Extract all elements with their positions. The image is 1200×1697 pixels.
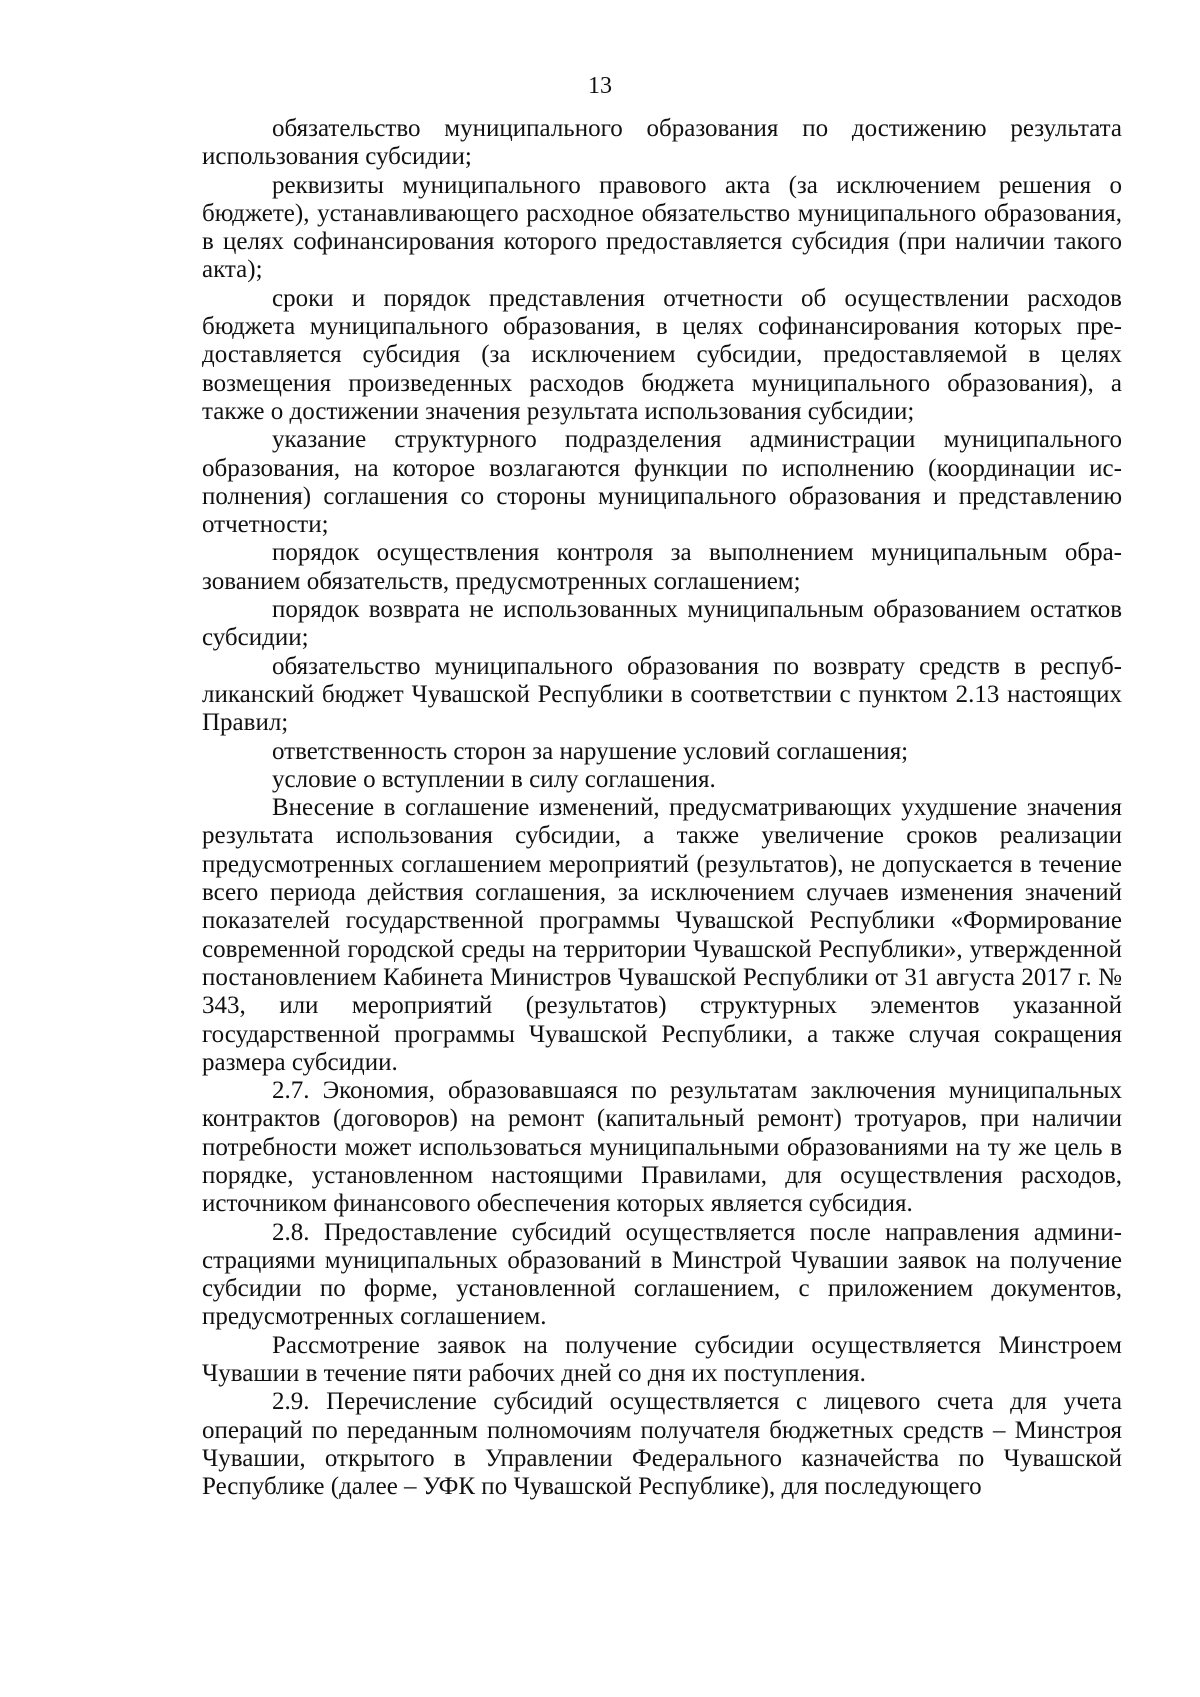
paragraph-7: обязательство муниципального образования по возврату средств в республиканский бюджет Чувашской Республики в соответствии с пунктом 2.13 настоящих Правил;: [202, 652, 1122, 737]
paragraph-3: сроки и порядок представления отчетности об осуществлении расходов бюджета муниципального образования, в целях софинансирования которых предоставляется субсидия (за исключением субсидии, предоставляемой в целях возмещения произведенных расходов бюджета муниципального образования), а также о достижении значения результата использования субсидии;: [202, 284, 1122, 425]
paragraph-14: 2.9. Перечисление субсидий осуществляется с лицевого счета для учета операций по переданным полномочиям получателя бюджетных средств – Минстроя Чувашии, открытого в Управлении Федерального казначейства по Чувашской Республике (далее – УФК по Чувашской Республике), для последующего: [202, 1388, 1122, 1501]
paragraph-5: порядок осуществления контроля за выполнением муниципальным образованием обязательств, предусмотренных соглашением;: [202, 539, 1122, 595]
paragraph-10: Внесение в соглашение изменений, предусматривающих ухудшение значения результата использования субсидии, а также увеличение сроков реализации предусмотренных соглашением мероприятий (результатов), не допускается в течение всего периода действия соглашения, за исключением случаев изменения значений показателей государственной программы Чувашской Республики «Формирование современной городской среды на территории Чувашской Республики», утвержденной постановлением Кабинета Министров Чувашской Республики от 31 августа 2017 г. № 343, или мероприятий (результатов) структурных элементов указанной государственной программы Чувашской Республики, а также случая сокращения размера субсидии.: [202, 794, 1122, 1076]
paragraph-4: указание структурного подразделения администрации муниципального образования, на которое возлагаются функции по исполнению (координации исполнения) соглашения со стороны муниципального образования и представлению отчетности;: [202, 426, 1122, 539]
paragraph-1: обязательство муниципального образования по достижению результата использования субсидии;: [202, 115, 1122, 171]
paragraph-13: Рассмотрение заявок на получение субсидии осуществляется Минстроем Чувашии в течение пяти рабочих дней со дня их поступления.: [202, 1331, 1122, 1388]
paragraph-9: условие о вступлении в силу соглашения.: [272, 765, 716, 793]
body-text: [202, 115, 1122, 1502]
paragraph-8: ответственность сторон за нарушение условий соглашения;: [272, 737, 909, 765]
paragraph-11: 2.7. Экономия, образовавшаяся по результатам заключения муниципальных контрактов (договоров) на ремонт (капитальный ремонт) тротуаров, при наличии потребности может использоваться муниципальными образованиями на ту же цель в порядке, установленном настоящими Правилами, для осуществления расходов, источником финансового обеспечения которых является субсидия.: [202, 1077, 1122, 1218]
page-number: 13: [588, 73, 612, 99]
paragraph-2: реквизиты муниципального правового акта (за исключением решения о бюджете), устанавливающего расходное обязательство муниципального образования, в целях софинансирования которого предоставляется субсидия (при наличии такого акта);: [202, 171, 1122, 284]
paragraph-6: порядок возврата не использованных муниципальным образованием остатков субсидии;: [202, 596, 1122, 652]
paragraph-12: 2.8. Предоставление субсидий осуществляется после направления администрациями муниципальных образований в Минстрой Чувашии заявок на получение субсидии по форме, установленной соглашением, с приложением документов, предусмотренных соглашением.: [202, 1218, 1122, 1331]
